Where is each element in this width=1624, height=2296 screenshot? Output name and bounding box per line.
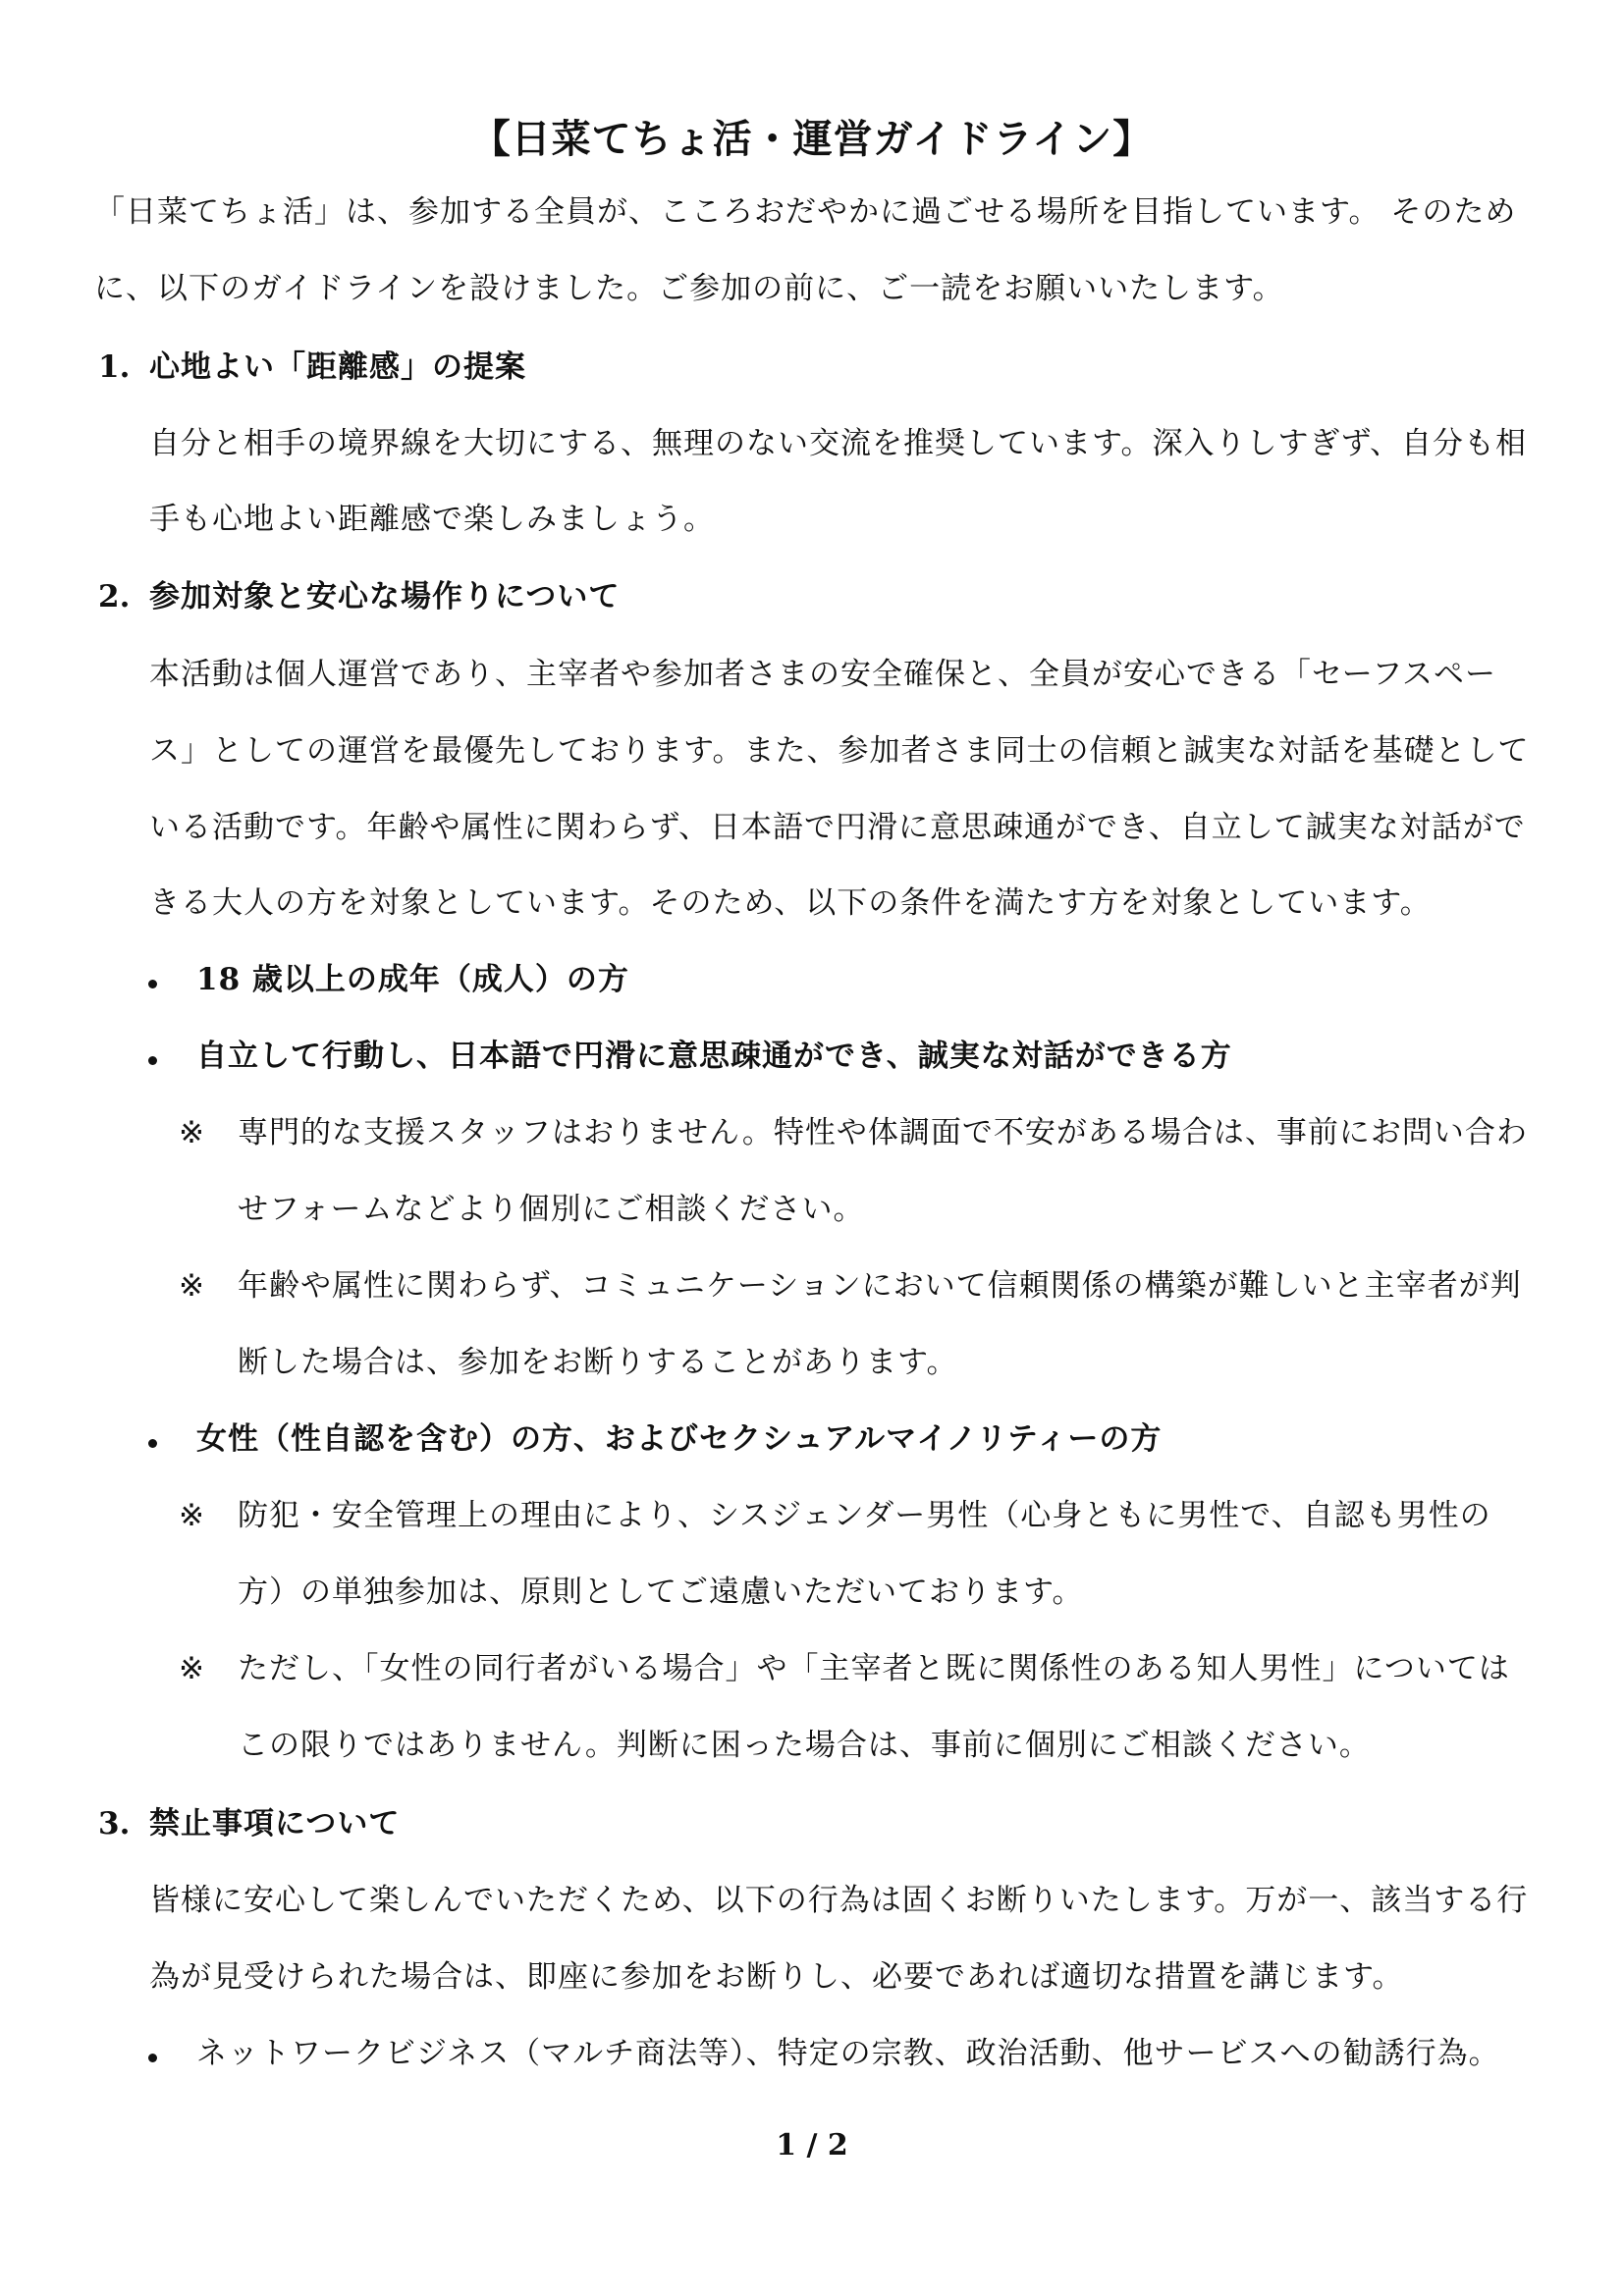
document-title: 【日菜てちょ活・運営ガイドライン】: [470, 116, 1154, 162]
bullet-dot: [148, 1056, 157, 1065]
section-1-number: 1.: [98, 349, 131, 385]
section-2-bullet-1: 18 歳以上の成年（成人）の方: [196, 962, 629, 997]
note-1-line-2: せフォームなどより個別にご相談ください。: [238, 1192, 865, 1227]
note-2-line-1: 年齢や属性に関わらず、コミュニケーションにおいて信頼関係の構築が難しいと主宰者が判: [238, 1268, 1522, 1304]
section-3-number: 3.: [98, 1806, 131, 1842]
section-2-heading: 参加対象と安心な場作りについて: [149, 579, 621, 614]
bullet-dot: [148, 1439, 157, 1448]
bullet-dot: [148, 2054, 157, 2062]
section-2-line-4: きる大人の方を対象としています。そのため、以下の条件を満たす方を対象としています。: [149, 885, 1432, 921]
intro-line-1: 「日菜てちょ活」は、参加する全員が、こころおだやかに過ごせる場所を目指しています。 そのため: [94, 194, 1517, 230]
section-2-line-3: いる活動です。年齢や属性に関わらず、日本語で円滑に意思疎通ができ、自立して誠実な対話がで: [149, 810, 1526, 845]
note-mark: ※: [179, 1651, 204, 1686]
note-3-line-1: 防犯・安全管理上の理由により、シスジェンダー男性（心身ともに男性で、自認も男性の: [238, 1498, 1491, 1533]
note-4-line-1: ただし、「女性の同行者がいる場合」や「主宰者と既に関係性のある知人男性」については: [238, 1651, 1510, 1686]
note-1-line-1: 専門的な支援スタッフはおりません。特性や体調面で不安がある場合は、事前にお問い合わ: [238, 1115, 1528, 1150]
section-2-line-2: ス」としての運営を最優先しております。また、参加者さま同士の信頼と誠実な対話を基礎として: [149, 733, 1530, 769]
section-2-number: 2.: [98, 579, 131, 614]
note-mark: ※: [179, 1115, 204, 1150]
section-2-bullet-2: 自立して行動し、日本語で円滑に意思疎通ができ、誠実な対話ができる方: [196, 1039, 1232, 1074]
section-2-bullet-3: 女性（性自認を含む）の方、およびセクシュアルマイノリティーの方: [196, 1421, 1163, 1457]
note-2-line-2: 断した場合は、参加をお断りすることがあります。: [238, 1345, 958, 1380]
section-3-line-1: 皆様に安心して楽しんでいただくため、以下の行為は固くお断りいたします。万が一、該当する行: [149, 1883, 1529, 1918]
section-3-heading: 禁止事項について: [149, 1806, 401, 1842]
section-3-bullet-1: ネットワークビジネス（マルチ商法等）、特定の宗教、政治活動、他サービスへの勧誘行為。: [196, 2036, 1500, 2071]
intro-line-2: に、以下のガイドラインを設けました。ご参加の前に、ご一読をお願いいたします。: [94, 271, 1284, 306]
section-3-line-2: 為が見受けられた場合は、即座に参加をお断りし、必要であれば適切な措置を講じます。: [149, 1959, 1404, 1995]
bullet-dot: [148, 980, 157, 988]
note-mark: ※: [179, 1268, 204, 1304]
section-1-line-2: 手も心地よい距離感で楽しみましょう。: [149, 502, 715, 537]
page-number: 1 / 2: [776, 2128, 848, 2163]
section-2-line-1: 本活動は個人運営であり、主宰者や参加者さまの安全確保と、全員が安心できる「セーフスペー: [149, 657, 1496, 692]
note-4-line-2: この限りではありません。判断に困った場合は、事前に個別にご相談ください。: [238, 1728, 1371, 1763]
section-1-heading: 心地よい「距離感」の提案: [149, 349, 526, 385]
note-mark: ※: [179, 1498, 204, 1533]
section-1-line-1: 自分と相手の境界線を大切にする、無理のない交流を推奨しています。深入りしすぎず、自分も相: [149, 426, 1528, 461]
note-3-line-2: 方）の単独参加は、原則としてご遠慮いただいております。: [238, 1575, 1084, 1610]
